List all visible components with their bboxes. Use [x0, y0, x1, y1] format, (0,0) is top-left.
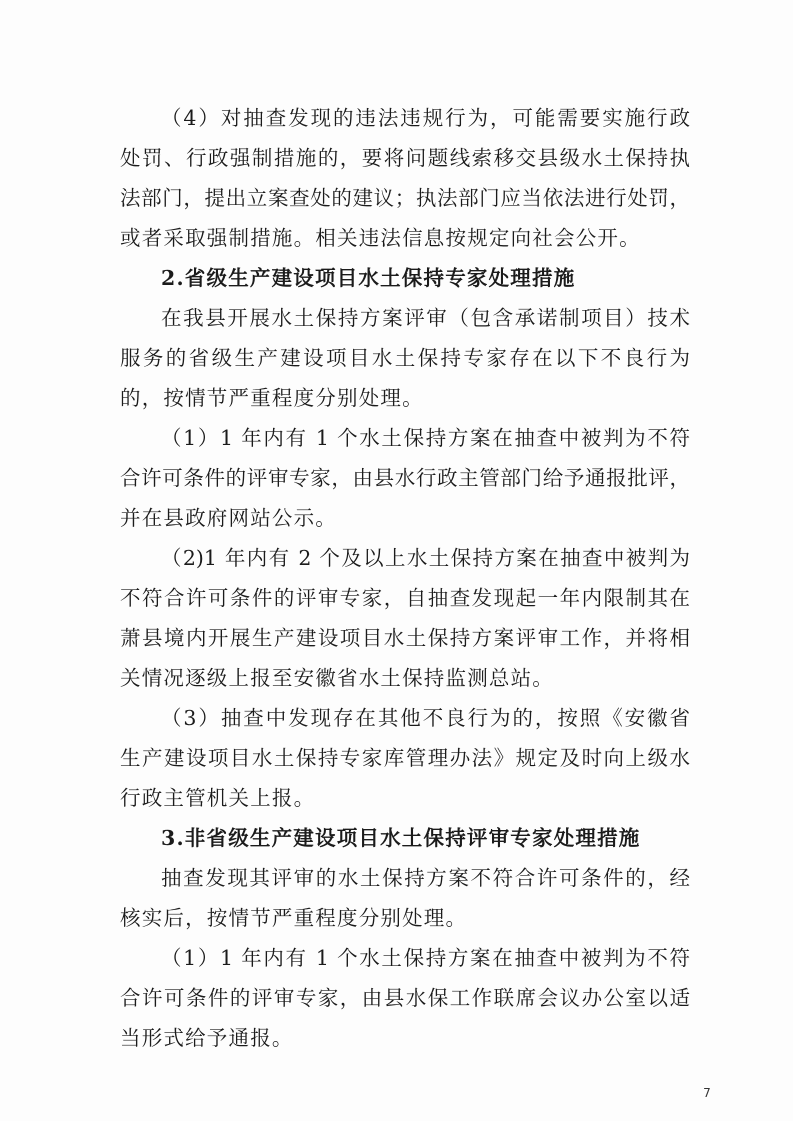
- text-line: 在我县开展水土保持方案评审（包含承诺制项目）技术: [161, 306, 690, 330]
- text-line: 合许可条件的评审专家，由县水保工作联席会议办公室以适: [120, 986, 690, 1010]
- text-line: 关情况逐级上报至安徽省水土保持监测总站。: [120, 666, 554, 690]
- section-2-heading: 2.省级生产建设项目水土保持专家处理措施: [161, 266, 576, 290]
- paragraph-section-3-intro: [120, 858, 690, 938]
- text-line: 合许可条件的评审专家，由县水行政主管部门给予通报批评，: [120, 466, 690, 490]
- text-line: 萧县境内开展生产建设项目水土保持方案评审工作，并将相: [120, 626, 690, 650]
- text-line: （4）对抽查发现的违法违规行为，可能需要实施行政: [161, 106, 690, 130]
- paragraph-item-4: [120, 98, 690, 258]
- paragraph-section-2-item-3: [120, 698, 690, 818]
- text-line: 抽查发现其评审的水土保持方案不符合许可条件的，经: [161, 866, 690, 890]
- text-line: 的，按情节严重程度分别处理。: [120, 386, 424, 410]
- paragraph-section-3-item-1: [120, 938, 690, 1058]
- document-body: [120, 98, 690, 1058]
- text-line: （3）抽查中发现存在其他不良行为的，按照《安徽省: [161, 706, 690, 730]
- paragraph-section-2-intro: [120, 298, 690, 418]
- section-3-heading: 3.非省级生产建设项目水土保持评审专家处理措施: [161, 826, 641, 850]
- text-line: 服务的省级生产建设项目水土保持专家存在以下不良行为: [120, 346, 690, 370]
- text-line: 生产建设项目水土保持专家库管理办法》规定及时向上级水: [120, 746, 690, 770]
- text-line: 或者采取强制措施。相关违法信息按规定向社会公开。: [120, 226, 641, 250]
- paragraph-section-2-item-1: [120, 418, 690, 538]
- page-number: 7: [703, 1086, 711, 1100]
- text-line: （1）1 年内有 1 个水土保持方案在抽查中被判为不符: [161, 946, 690, 970]
- text-line: 核实后，按情节严重程度分别处理。: [120, 906, 468, 930]
- text-line: 并在县政府网站公示。: [120, 506, 337, 530]
- text-line: （1）1 年内有 1 个水土保持方案在抽查中被判为不符: [161, 426, 690, 450]
- text-line: 行政主管机关上报。: [120, 786, 316, 810]
- text-line: 不符合许可条件的评审专家，自抽查发现起一年内限制其在: [120, 586, 690, 610]
- text-line: 法部门，提出立案查处的建议；执法部门应当依法进行处罚，: [120, 186, 690, 210]
- text-line: （2)1 年内有 2 个及以上水土保持方案在抽查中被判为: [161, 546, 690, 570]
- text-line: 当形式给予通报。: [120, 1026, 294, 1050]
- text-line: 处罚、行政强制措施的，要将问题线索移交县级水土保持执: [120, 146, 690, 170]
- paragraph-section-2-item-2: [120, 538, 690, 698]
